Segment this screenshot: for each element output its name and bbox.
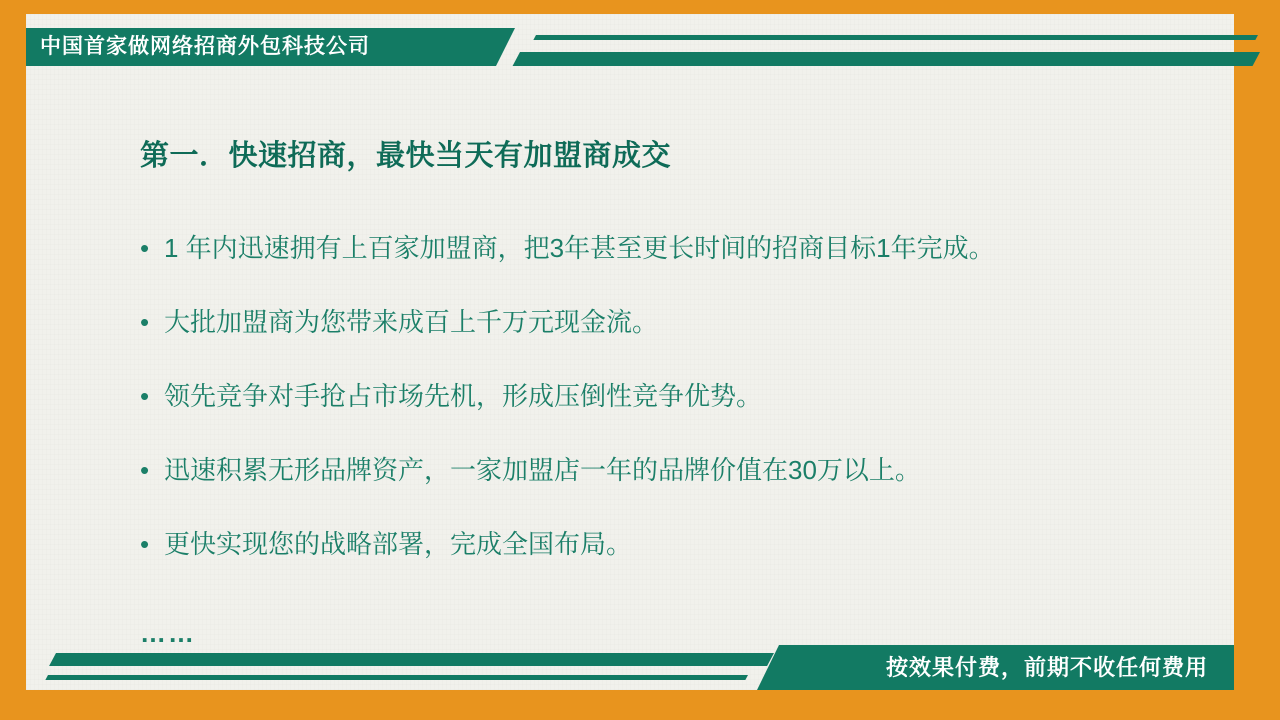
page-title: 第一．快速招商，最快当天有加盟商成交 — [140, 140, 672, 172]
list-item — [140, 380, 1210, 412]
bullet-marker-icon: • — [140, 455, 150, 485]
footer-stripe-thick — [49, 653, 774, 666]
footer-text: 按效果付费，前期不收任何费用 — [885, 655, 1208, 680]
bullet-text: 迅速积累无形品牌资产，一家加盟店一年的品牌价值在30万以上。 — [164, 455, 921, 485]
slide-header-banner — [26, 28, 1234, 66]
bullet-marker-icon: • — [140, 307, 150, 337]
footer-stripe-thin — [45, 675, 748, 680]
list-item — [140, 528, 1210, 560]
bullet-text: 1 年内迅速拥有上百家加盟商，把3年甚至更长时间的招商目标1年完成。 — [164, 233, 995, 263]
header-stripe-thin — [533, 35, 1258, 40]
list-item — [140, 306, 1210, 338]
header-title: 中国首家做网络招商外包科技公司 — [40, 35, 370, 58]
list-item — [140, 232, 1210, 264]
bullet-marker-icon: • — [140, 233, 150, 263]
slide-footer-banner — [26, 645, 1234, 690]
ellipsis-text: …… — [140, 618, 196, 648]
header-stripe-thick — [513, 52, 1260, 66]
bullet-list — [140, 232, 1210, 602]
bullet-text: 领先竞争对手抢占市场先机，形成压倒性竞争优势。 — [164, 381, 763, 411]
bullet-marker-icon: • — [140, 381, 150, 411]
bullet-text: 更快实现您的战略部署，完成全国布局。 — [164, 529, 633, 559]
list-item — [140, 454, 1210, 486]
bullet-marker-icon: • — [140, 529, 150, 559]
bullet-text: 大批加盟商为您带来成百上千万元现金流。 — [164, 307, 659, 337]
header-banner-block — [26, 28, 496, 66]
